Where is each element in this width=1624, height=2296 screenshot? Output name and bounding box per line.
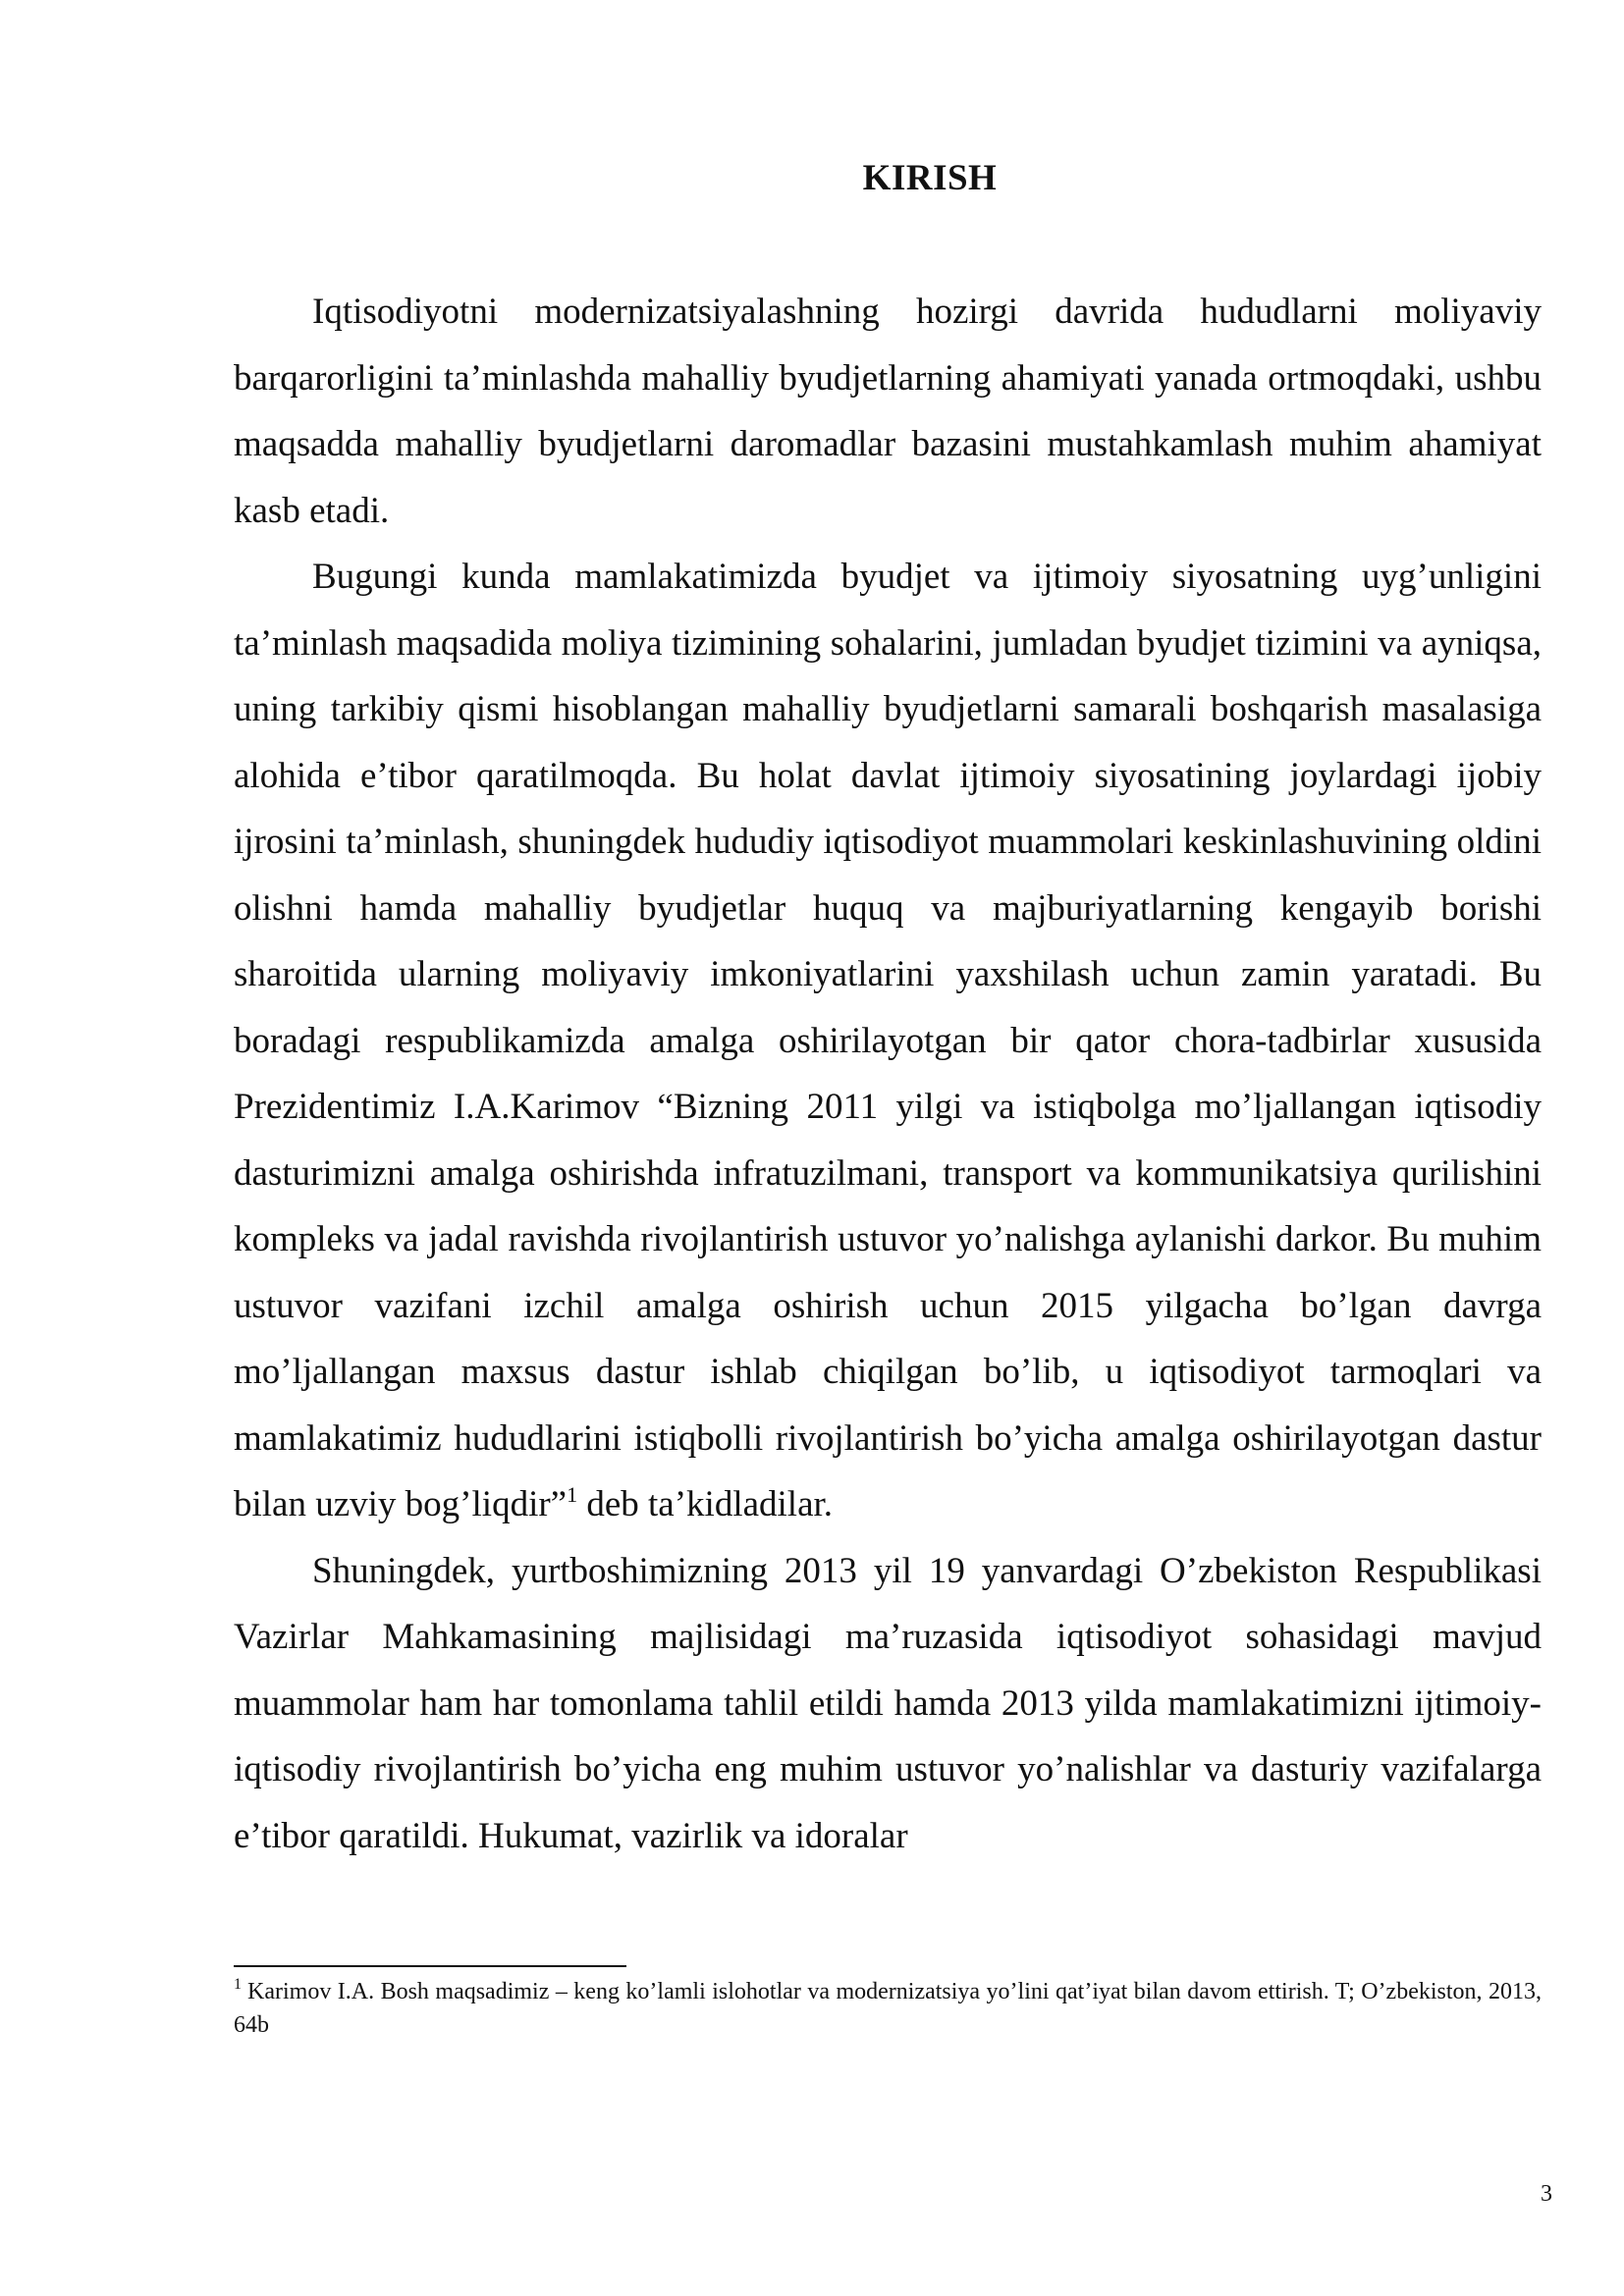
paragraph-2-text: Bugungi kunda mamlakatimizda byudjet va ijtimoiy siyosatning uyg’unligini ta’minlash maqsadida moliya tizimining sohalarini, jumladan byudjet tizimini va ayniqsa, uning tarkibiy qismi hisoblangan mahalliy byudjetlarni samarali boshqarish masalasiga alohida e’tibor qaratilmoqda. Bu holat davlat ijtimoiy siyosatining joylardagi ijobiy ijrosini ta’minlash, shuningdek hududiy iqtisodiyot muammolari keskinlashuvining oldini olishni hamda mahalliy byudjetlar huquq va majburiyatlarning kengayib borishi sharoitida ularning moliyaviy imkoniyatlarini yaxshilash uchun zamin yaratadi. Bu boradagi respublikamizda amalga oshirilayotgan bir qator chora-tadbirlar xususida Prezidentimiz I.A.Karimov “Bizning 2011 yilgi va istiqbolga mo’ljallangan iqtisodiy dasturimizni amalga oshirishda infratuzilmani, transport va kommunikatsiya qurilishini kompleks va jadal ravishda rivojlantirish ustuvor yo’nalishga aylanishi darkor. Bu muhim ustuvor vazifani izchil amalga oshirish uchun 2015 yilgacha bo’lgan davrga mo’ljallangan maxsus dastur ishlab chiqilgan bo’lib, u iqtisodiyot tarmoqlari va mamlakatimiz hududlarini istiqbolli rivojlantirish bo’yicha amalga oshirilayotgan dastur bilan uzviy bog’liqdir” xyxy=(234,557,1542,1524)
footnote-reference: 1 xyxy=(567,1482,578,1507)
footnote-separator xyxy=(234,1965,626,1967)
paragraph-3: Shuningdek, yurtboshimizning 2013 yil 19 yanvardagi O’zbekiston Respublikasi Vazirlar Mahkamasining majlisidagi ma’ruzasida iqtisodiyot sohasidagi mavjud muammolar ham har tomonlama tahlil etildi hamda 2013 yilda mamlakatimizni ijtimoiy-iqtisodiy rivojlantirish bo’yicha eng muhim ustuvor yo’nalishlar va dasturiy vazifalarga e’tibor qaratildi. Hukumat, vazirlik va idoralar xyxy=(234,1550,1542,1856)
paragraph-1: Iqtisodiyotni modernizatsiyalashning hozirgi davrida hududlarni moliyaviy barqarorligini ta’minlashda mahalliy byudjetlarning ahamiyati yanada ortmoqdaki, ushbu maqsadda mahalliy byudjetlarni daromadlar bazasini mustahkamlash muhim ahamiyat kasb etadi. xyxy=(234,292,1542,531)
footnote-marker: 1 xyxy=(234,1976,242,1993)
section-title: KIRISH xyxy=(862,158,998,198)
page-number: 3 xyxy=(1541,2181,1552,2207)
footnote xyxy=(234,1975,1542,2042)
body-text xyxy=(234,279,1542,1869)
paragraph-2 xyxy=(234,544,1542,1538)
footnote-text: Karimov I.A. Bosh maqsadimiz – keng ko’lamli islohotlar va modernizatsiya yo’lini qat’iyat bilan davom ettirish. T; O’zbekiston, 2013, 64b xyxy=(234,1979,1542,2038)
paragraph-2-text-after: deb ta’kidladilar. xyxy=(577,1484,834,1524)
